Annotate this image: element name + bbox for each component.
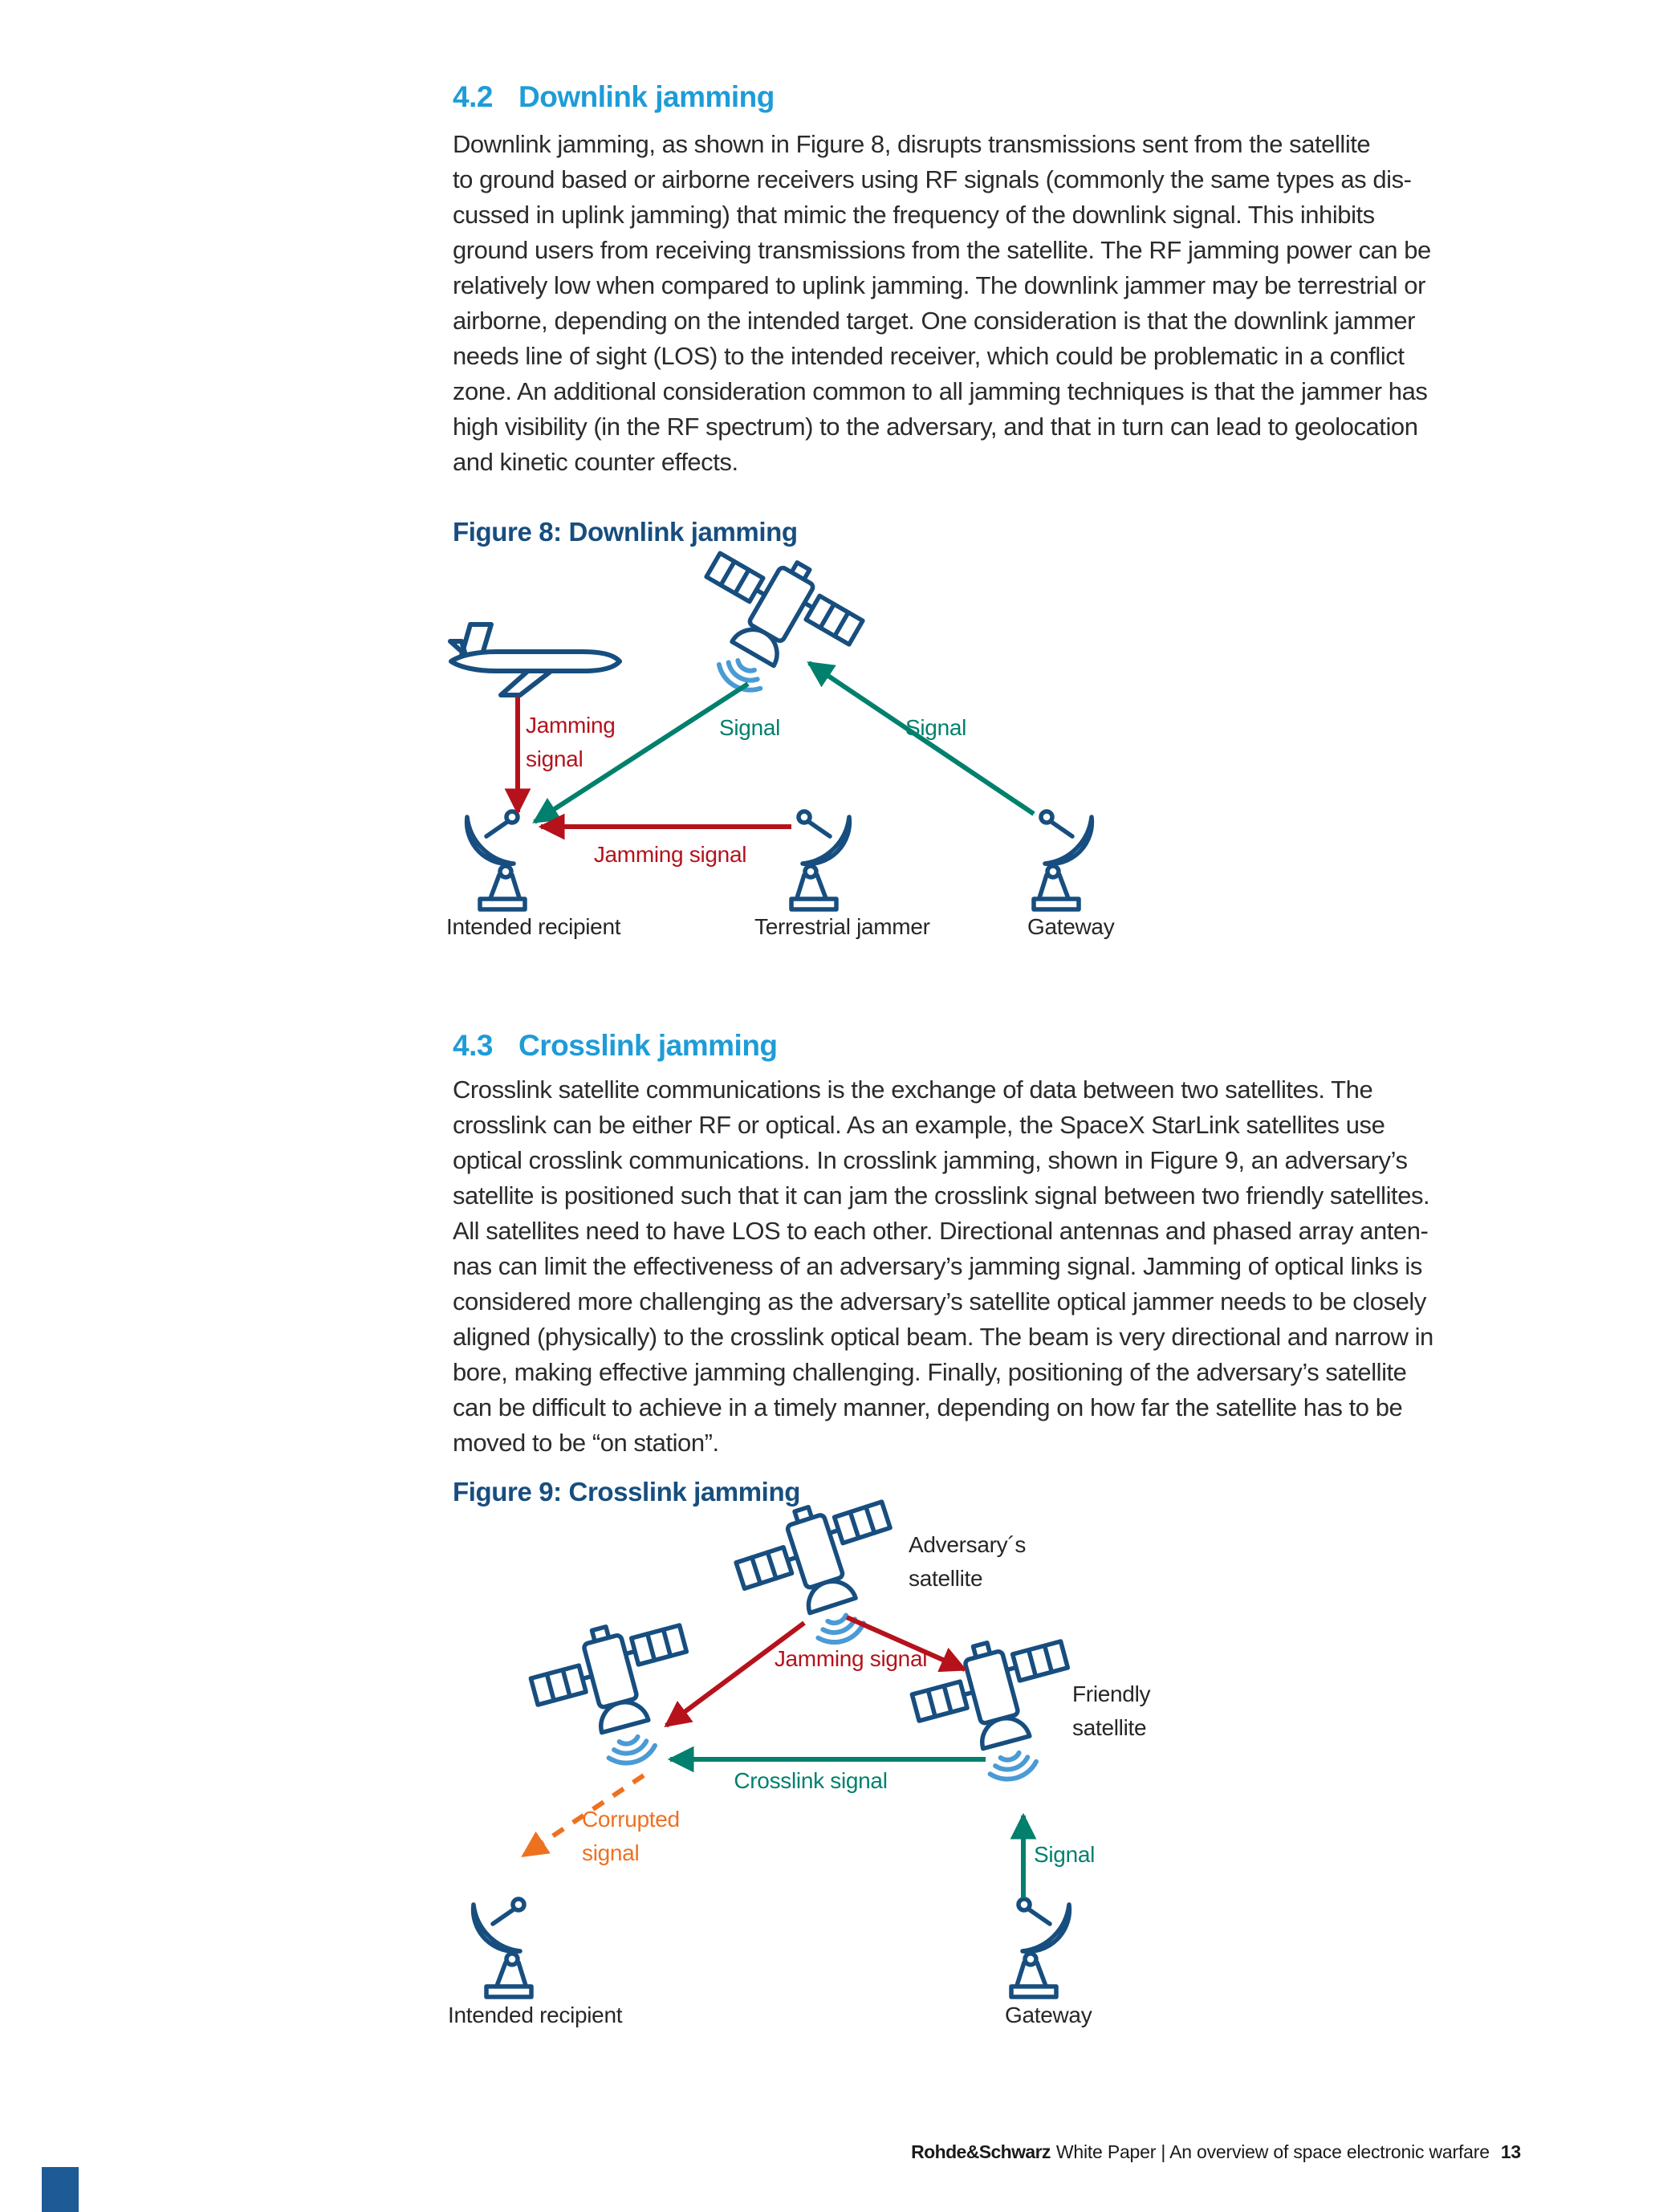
section-heading-4-3 [453,1029,778,1063]
gateway-dish-icon [1011,1899,1069,1997]
page-number: 13 [1500,2141,1521,2162]
gateway-label: Gateway [1005,2003,1092,2027]
jamming-signal-label-horizontal: Jamming signal [593,842,747,867]
gateway-label: Gateway [1027,914,1115,939]
section-title: Crosslink jamming [518,1029,778,1062]
figure9-caption: Figure 9: Crosslink jamming [453,1477,800,1507]
intended-recipient-dish-icon [474,1899,531,1997]
satellite-icon [666,527,872,725]
terrestrial-jammer-dish-icon [791,811,849,909]
section-number: 4.3 [453,1029,493,1062]
intended-recipient-label: Intended recipient [446,914,621,939]
terrestrial-jammer-label: Terrestrial jammer [754,914,930,939]
page-footer [453,2141,1521,2163]
figure9-diagram [433,1525,1236,2047]
jammed-satellite-icon [523,1608,711,1783]
section-title: Downlink jamming [518,80,775,113]
friendly-satellite-label: Friendly satellite [1072,1681,1151,1740]
section-heading-4-2 [453,80,775,114]
page-edge-marker [42,2167,79,2212]
jamming-signal-label: Jamming signal [774,1646,928,1671]
figure8-diagram [433,562,1188,947]
paragraph-crosslink-jamming: Crosslink satellite communications is the exchange of data between two satellites. The crosslink can be either RF or optical. As an example, the SpaceX StarLink satellites use optical crosslink communications. In crosslink jamming, shown in Figure 9, an adversary’s satellite is positioned such that it can jam the crosslink signal between two friendly satellites. All satellites need to have LOS to each other. Directional antennas and phased array anten- nas can limit the effectiveness of an adversary’s jamming signal. Jamming of optical links is considered more challenging as the adversary’s satellite optical jammer needs to be closely aligned (physically) to the crosslink optical beam. The beam is very directional and narrow in bore, making effective jamming challenging. Finally, positioning of the adversary’s satellite can be difficult to achieve in a timely manner, depending on how far the satellite has to be moved to be “on station”. [453,1076,1433,1457]
adversary-satellite-label: Adversary´s satellite [909,1532,1027,1591]
section-number: 4.2 [453,80,493,113]
crosslink-signal-label: Crosslink signal [734,1768,888,1793]
paragraph-downlink-jamming: Downlink jamming, as shown in Figure 8, disrupts transmissions sent from the satellite to ground based or airborne receivers using RF signals (commonly the same types as dis- cussed in uplink jamming) that mimic the frequency of the downlink signal. This inhibits ground users from receiving transmissions from the satellite. The RF jamming power can be relatively low when compared to uplink jamming. The downlink jammer may be terrestrial or airborne, depending on the intended target. One consideration is that the downlink jammer needs line of sight (LOS) to the intended receiver, which could be problematic in a conflict zone. An additional consideration common to all jamming techniques is that the jammer has high visibility (in the RF spectrum) to the adversary, and that in turn can lead to geolocation and kinetic counter effects. [453,130,1431,476]
figure8-caption: Figure 8: Downlink jamming [453,517,798,547]
gateway-dish-icon [1034,811,1092,909]
intended-recipient-label: Intended recipient [448,2003,623,2027]
airplane-jammer-icon [450,624,620,695]
jamming-signal-label-vertical: Jamming signal [526,713,616,771]
signal-label-right: Signal [905,715,967,740]
footer-title: White Paper | An overview of space electronic warfare [1055,2141,1490,2162]
signal-label-left: Signal [719,715,781,740]
intended-recipient-dish-icon [467,811,525,909]
signal-label: Signal [1034,1842,1096,1867]
brand-name: Rohde&Schwarz [911,2141,1051,2162]
corrupted-signal-label: Corrupted signal [582,1807,680,1865]
